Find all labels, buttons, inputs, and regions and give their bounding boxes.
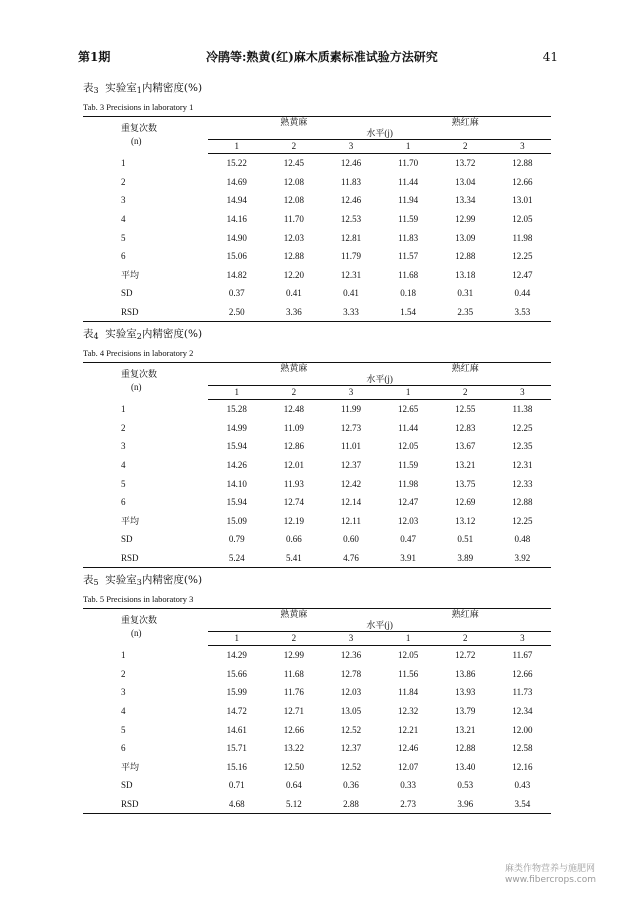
table-cell: 5.41 <box>265 549 322 568</box>
table-cell: 5.12 <box>265 795 322 814</box>
level-col-header: 3 <box>494 140 551 154</box>
table-cell: 12.08 <box>283 176 305 187</box>
table-cell: 14.99 <box>226 422 247 433</box>
table-cell: 12.14 <box>340 497 362 508</box>
table-cell: 13.21 <box>455 724 476 735</box>
table-cell: 14.82 <box>226 269 247 280</box>
table-cell: 12.66 <box>283 724 304 735</box>
table-row <box>83 646 551 665</box>
level-header: 水平(j) <box>208 620 551 632</box>
row-label: 3 <box>121 195 126 206</box>
table-cell: 12.88 <box>512 497 533 508</box>
table-cell: 11.93 <box>283 478 304 489</box>
table-cell: 12.46 <box>340 158 362 169</box>
table-row <box>83 795 551 814</box>
row-label: SD <box>121 780 133 791</box>
table-cell: 12.47 <box>398 497 419 508</box>
table-cell: 11.57 <box>398 251 419 262</box>
level-col-header: 3 <box>322 140 379 154</box>
issue-label: 第1期 <box>78 50 111 64</box>
table-cell: 13.93 <box>455 687 476 698</box>
row-label: RSD <box>83 549 208 568</box>
table-cell: 0.66 <box>286 534 302 545</box>
table-cell: 2.35 <box>437 303 494 322</box>
caption-prefix: 表 <box>83 328 94 340</box>
table-cell: 11.76 <box>283 687 304 698</box>
table-cell: 11.83 <box>398 232 419 243</box>
table-cell: 11.38 <box>512 404 533 415</box>
caption-lab-number: 3 <box>136 578 142 587</box>
level-col-header: 2 <box>437 632 494 646</box>
table-cell: 11.59 <box>398 214 419 225</box>
table-cell: 12.53 <box>340 214 362 225</box>
table-cell: 12.36 <box>340 650 362 661</box>
table-cell: 15.09 <box>226 515 247 526</box>
table-cell: 3.92 <box>494 549 551 568</box>
table-cell: 14.26 <box>226 460 247 471</box>
table-cell: 0.36 <box>343 780 359 791</box>
table-cell: 0.41 <box>286 288 302 299</box>
table-row <box>83 266 551 285</box>
table-cell: 12.78 <box>340 668 362 679</box>
table-cell: 3.96 <box>437 795 494 814</box>
caption-number: 3 <box>93 86 99 95</box>
table-cell: 12.55 <box>455 404 476 415</box>
table-cell: 0.44 <box>514 288 531 299</box>
table-cell: 13.67 <box>455 441 476 452</box>
table-cell: 12.03 <box>340 687 362 698</box>
row-label: 1 <box>121 650 126 661</box>
table-cell: 12.46 <box>398 743 419 754</box>
table-cell: 12.21 <box>398 724 419 735</box>
table-cell: 12.88 <box>455 743 476 754</box>
table-cell: 0.71 <box>228 780 245 791</box>
row-label: SD <box>121 288 133 299</box>
table-cell: 15.94 <box>226 441 247 452</box>
row-label: 5 <box>121 478 126 489</box>
table-cell: 13.79 <box>455 706 476 717</box>
level-col-header: 1 <box>380 140 437 154</box>
table-cell: 11.98 <box>398 478 419 489</box>
table-cell: 12.99 <box>455 214 476 225</box>
table-cell: 15.99 <box>226 687 247 698</box>
caption-text: 实验室 <box>105 328 137 340</box>
row-label: 2 <box>121 668 126 679</box>
table-cell: 13.21 <box>455 460 476 471</box>
level-header: 水平(j) <box>208 374 551 386</box>
table-cell: 0.48 <box>514 534 531 545</box>
table-row <box>83 702 551 721</box>
stub-header <box>83 609 208 646</box>
table-cell: 11.44 <box>398 176 419 187</box>
row-label: 3 <box>121 441 126 452</box>
table-row <box>83 284 551 303</box>
table-cell: 12.37 <box>340 743 362 754</box>
table-cell: 11.56 <box>398 668 419 679</box>
level-col-header: 2 <box>437 140 494 154</box>
level-col-header: 2 <box>265 632 322 646</box>
table-cell: 12.86 <box>283 441 304 452</box>
row-label: 5 <box>121 724 126 735</box>
table-cell: 12.25 <box>512 515 533 526</box>
table-cell: 11.68 <box>283 668 304 679</box>
table-cell: 14.61 <box>226 724 247 735</box>
precision-table <box>83 608 551 814</box>
table-cell: 12.52 <box>340 724 362 735</box>
table-cell: 12.47 <box>512 269 533 280</box>
table-cell: 13.05 <box>340 706 362 717</box>
table-row <box>83 739 551 758</box>
table-cell: 12.31 <box>340 269 362 280</box>
table-cell: 15.22 <box>226 158 247 169</box>
table-cell: 11.98 <box>512 232 533 243</box>
table-cell: 3.53 <box>494 303 551 322</box>
table-cell: 12.25 <box>512 422 533 433</box>
table-caption-cn <box>83 80 551 96</box>
table-cell: 12.66 <box>512 176 533 187</box>
level-col-header: 1 <box>208 140 265 154</box>
table-cell: 3.54 <box>494 795 551 814</box>
row-label: 5 <box>121 232 126 243</box>
table-cell: 13.72 <box>455 158 476 169</box>
table-row <box>83 210 551 229</box>
row-label: 1 <box>121 158 126 169</box>
table-cell: 0.37 <box>228 288 245 299</box>
row-label: RSD <box>83 303 208 322</box>
table-cell: 12.42 <box>340 478 362 489</box>
table-cell: 12.88 <box>283 251 305 262</box>
table-cell: 12.37 <box>340 460 362 471</box>
table-cell: 0.33 <box>400 780 416 791</box>
table-cell: 14.10 <box>226 478 247 489</box>
stub-label: 重复次数 <box>121 369 158 379</box>
level-col-header: 1 <box>208 632 265 646</box>
table-cell: 13.22 <box>283 743 304 754</box>
table-cell: 0.53 <box>457 780 474 791</box>
table-cell: 12.65 <box>398 404 419 415</box>
table-row <box>83 493 551 512</box>
watermark-line-1: 麻类作物营养与施肥网 <box>505 864 596 874</box>
table-cell: 5.24 <box>208 549 265 568</box>
row-label: 4 <box>121 460 126 471</box>
table-cell: 0.51 <box>457 534 474 545</box>
group-header-kenaf: 熟红麻 <box>380 117 551 129</box>
caption-lab-number: 2 <box>136 332 142 341</box>
level-col-header: 2 <box>265 386 322 400</box>
table-cell: 12.35 <box>512 441 533 452</box>
level-col-header: 2 <box>265 140 322 154</box>
level-col-header: 1 <box>380 386 437 400</box>
table-cell: 4.76 <box>322 549 379 568</box>
table-cell: 0.41 <box>343 288 359 299</box>
table-row <box>83 154 551 173</box>
table-cell: 13.34 <box>455 195 476 206</box>
table-cell: 11.70 <box>398 158 419 169</box>
table-cell: 12.00 <box>512 724 533 735</box>
table-cell: 12.07 <box>398 761 419 772</box>
table-cell: 0.79 <box>228 534 245 545</box>
table-row <box>83 303 551 322</box>
table-cell: 12.88 <box>455 251 476 262</box>
stub-n: (n) <box>131 628 142 638</box>
table-cell: 14.29 <box>226 650 247 661</box>
row-label: 1 <box>121 404 126 415</box>
level-col-header: 1 <box>208 386 265 400</box>
table-cell: 11.73 <box>512 687 533 698</box>
running-title: 冷鹃等:熟黄(红)麻木质素标准试验方法研究 <box>206 50 438 64</box>
table-cell: 12.08 <box>283 195 305 206</box>
table-cell: 11.79 <box>341 251 361 262</box>
table-cell: 2.88 <box>322 795 379 814</box>
table-block-5 <box>83 572 551 814</box>
table-row <box>83 720 551 739</box>
table-cell: 11.59 <box>398 460 419 471</box>
table-cell: 12.34 <box>512 706 533 717</box>
row-label: RSD <box>83 795 208 814</box>
row-label: 2 <box>121 422 126 433</box>
table-cell: 11.68 <box>398 269 419 280</box>
table-cell: 11.09 <box>283 422 304 433</box>
caption-number: 4 <box>93 332 99 341</box>
table-cell: 12.31 <box>512 460 533 471</box>
table-cell: 13.40 <box>455 761 476 772</box>
table-cell: 3.33 <box>322 303 379 322</box>
table-cell: 12.50 <box>283 761 304 772</box>
caption-text: 实验室 <box>105 574 137 586</box>
stub-n: (n) <box>131 136 142 146</box>
group-header-kenaf: 熟红麻 <box>380 609 551 621</box>
row-label: 2 <box>121 176 126 187</box>
table-cell: 15.71 <box>226 743 247 754</box>
group-header-jute: 熟黄麻 <box>208 363 379 375</box>
stub-header <box>83 363 208 400</box>
table-cell: 15.66 <box>226 668 247 679</box>
table-cell: 14.16 <box>226 214 247 225</box>
table-cell: 12.01 <box>283 460 304 471</box>
table-cell: 4.68 <box>208 795 265 814</box>
table-cell: 12.05 <box>398 441 419 452</box>
table-cell: 12.20 <box>283 269 305 280</box>
table-row <box>83 474 551 493</box>
table-cell: 12.03 <box>398 515 419 526</box>
stub-n: (n) <box>131 382 142 392</box>
table-cell: 3.91 <box>380 549 437 568</box>
table-cell: 11.01 <box>341 441 361 452</box>
table-cell: 3.89 <box>437 549 494 568</box>
table-row <box>83 456 551 475</box>
table-row <box>83 683 551 702</box>
table-cell: 0.43 <box>514 780 531 791</box>
row-label: SD <box>121 534 133 545</box>
watermark <box>505 864 625 886</box>
group-header-jute: 熟黄麻 <box>208 117 379 129</box>
table-row <box>83 437 551 456</box>
table-caption-en: Tab. 4 Precisions in laboratory 2 <box>83 348 194 358</box>
table-cell: 12.83 <box>455 422 476 433</box>
table-caption-en: Tab. 3 Precisions in laboratory 1 <box>83 102 194 112</box>
table-cell: 13.18 <box>455 269 476 280</box>
table-cell: 12.45 <box>283 158 305 169</box>
stub-label: 重复次数 <box>121 123 158 133</box>
level-col-header: 3 <box>322 632 379 646</box>
table-cell: 13.01 <box>512 195 533 206</box>
table-cell: 12.11 <box>341 515 361 526</box>
table-cell: 12.69 <box>455 497 476 508</box>
level-col-header: 3 <box>494 632 551 646</box>
table-cell: 0.18 <box>400 288 416 299</box>
table-cell: 13.12 <box>455 515 476 526</box>
table-cell: 12.74 <box>283 497 304 508</box>
caption-prefix: 表 <box>83 82 94 94</box>
page-header <box>78 48 558 70</box>
caption-rest: 内精密度(%) <box>141 82 203 94</box>
table-cell: 11.44 <box>398 422 419 433</box>
precision-table <box>83 362 551 568</box>
table-cell: 12.16 <box>512 761 533 772</box>
table-cell: 15.94 <box>226 497 247 508</box>
table-caption-cn <box>83 572 551 588</box>
row-label: 3 <box>121 687 126 698</box>
table-cell: 0.64 <box>286 780 302 791</box>
group-header-jute: 熟黄麻 <box>208 609 379 621</box>
table-block-3 <box>83 80 551 322</box>
table-cell: 0.60 <box>343 534 359 545</box>
table-row <box>83 758 551 777</box>
watermark-line-2: www.fibercrops.com <box>505 875 596 885</box>
table-row <box>83 530 551 549</box>
table-cell: 11.70 <box>283 214 304 225</box>
table-cell: 13.86 <box>455 668 476 679</box>
table-row <box>83 665 551 684</box>
stub-header <box>83 117 208 154</box>
row-label: 4 <box>121 706 126 717</box>
table-cell: 12.48 <box>283 404 304 415</box>
table-cell: 14.69 <box>226 176 247 187</box>
level-header: 水平(j) <box>208 128 551 140</box>
row-label: 6 <box>121 497 126 508</box>
level-col-header: 3 <box>494 386 551 400</box>
table-row <box>83 191 551 210</box>
table-caption-cn <box>83 326 551 342</box>
table-cell: 0.47 <box>400 534 416 545</box>
table-cell: 15.28 <box>226 404 247 415</box>
page-number: 41 <box>542 50 558 64</box>
table-cell: 0.31 <box>457 288 474 299</box>
table-cell: 12.71 <box>283 706 304 717</box>
table-cell: 12.88 <box>512 158 533 169</box>
table-cell: 11.84 <box>398 687 419 698</box>
table-cell: 12.72 <box>455 650 476 661</box>
table-row <box>83 400 551 419</box>
table-caption-en: Tab. 5 Precisions in laboratory 3 <box>83 594 194 604</box>
table-cell: 14.90 <box>226 232 247 243</box>
caption-text: 实验室 <box>105 82 137 94</box>
table-cell: 13.75 <box>455 478 476 489</box>
table-cell: 11.94 <box>398 195 419 206</box>
table-cell: 12.33 <box>512 478 533 489</box>
table-cell: 12.99 <box>283 650 304 661</box>
precision-table <box>83 116 551 322</box>
table-cell: 11.99 <box>341 404 361 415</box>
table-cell: 15.16 <box>226 761 247 772</box>
table-row <box>83 173 551 192</box>
table-cell: 12.52 <box>340 761 362 772</box>
table-cell: 14.94 <box>226 195 247 206</box>
table-cell: 1.54 <box>380 303 437 322</box>
row-label: 平均 <box>121 761 140 772</box>
caption-lab-number: 1 <box>136 86 142 95</box>
table-cell: 12.05 <box>398 650 419 661</box>
level-col-header: 2 <box>437 386 494 400</box>
level-col-header: 1 <box>380 632 437 646</box>
table-cell: 12.32 <box>398 706 419 717</box>
table-cell: 12.19 <box>283 515 304 526</box>
table-row <box>83 419 551 438</box>
table-cell: 11.67 <box>512 650 533 661</box>
table-row <box>83 228 551 247</box>
table-cell: 12.46 <box>340 195 362 206</box>
table-cell: 13.09 <box>455 232 476 243</box>
group-header-kenaf: 熟红麻 <box>380 363 551 375</box>
table-cell: 12.66 <box>512 668 533 679</box>
table-cell: 12.58 <box>512 743 533 754</box>
table-cell: 2.73 <box>380 795 437 814</box>
table-cell: 14.72 <box>226 706 247 717</box>
table-cell: 13.04 <box>455 176 476 187</box>
row-label: 平均 <box>121 515 140 526</box>
table-cell: 3.36 <box>265 303 322 322</box>
table-block-4 <box>83 326 551 568</box>
table-cell: 15.06 <box>226 251 247 262</box>
table-row <box>83 247 551 266</box>
table-cell: 12.05 <box>512 214 533 225</box>
table-cell: 12.81 <box>340 232 362 243</box>
table-cell: 11.83 <box>341 176 361 187</box>
stub-label: 重复次数 <box>121 615 158 625</box>
table-cell: 12.03 <box>283 232 305 243</box>
caption-rest: 内精密度(%) <box>141 328 203 340</box>
caption-number: 5 <box>93 578 99 587</box>
table-row <box>83 776 551 795</box>
caption-rest: 内精密度(%) <box>141 574 203 586</box>
caption-prefix: 表 <box>83 574 94 586</box>
table-cell: 12.73 <box>340 422 362 433</box>
table-row <box>83 512 551 531</box>
row-label: 4 <box>121 214 126 225</box>
table-cell: 2.50 <box>208 303 265 322</box>
table-row <box>83 549 551 568</box>
row-label: 平均 <box>121 269 140 280</box>
row-label: 6 <box>121 743 126 754</box>
level-col-header: 3 <box>322 386 379 400</box>
table-cell: 12.25 <box>512 251 533 262</box>
row-label: 6 <box>121 251 126 262</box>
